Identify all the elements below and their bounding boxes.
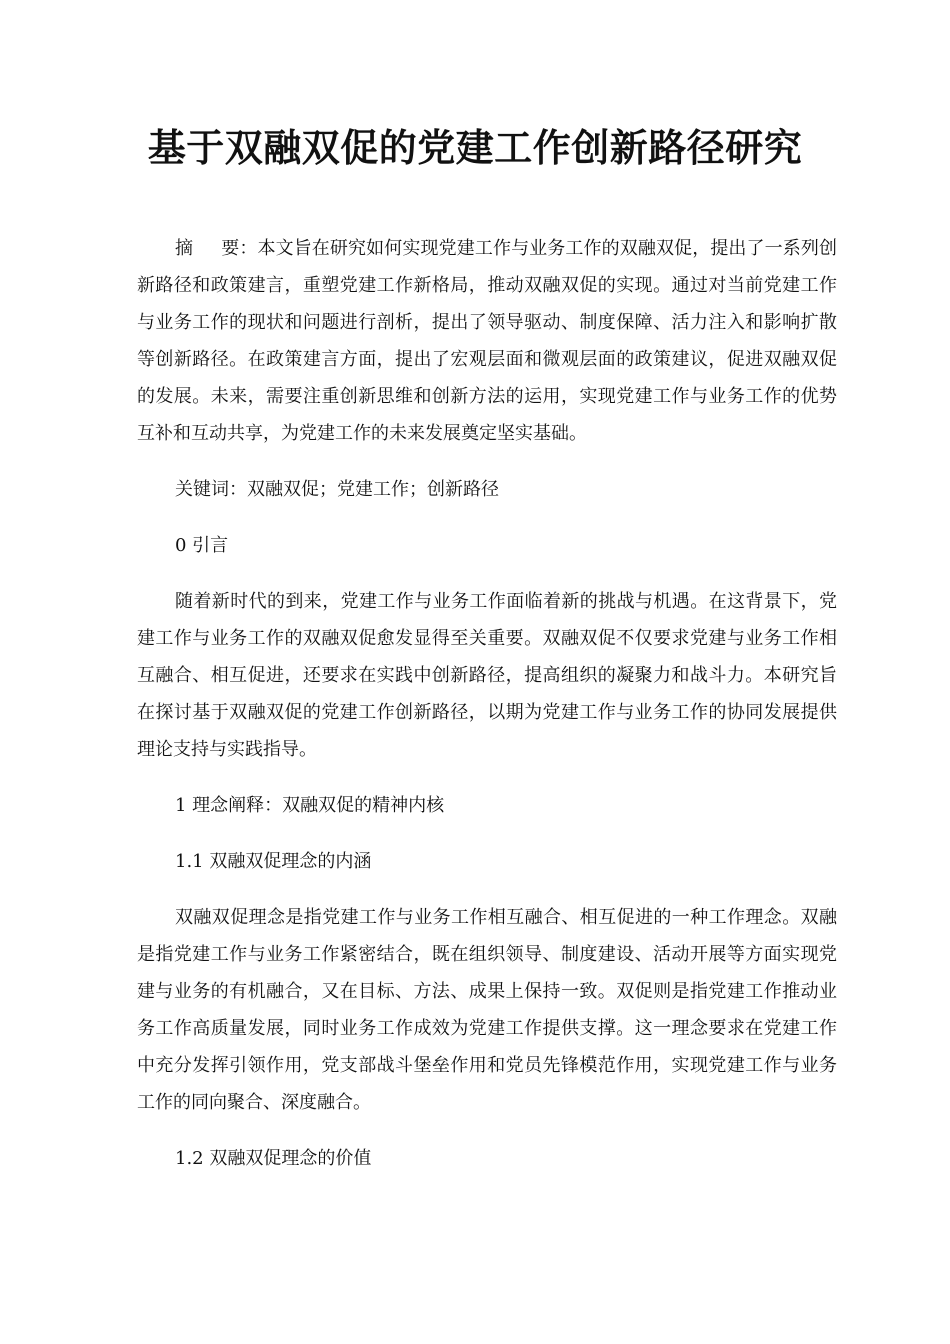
section-1-2-heading: 1.2 双融双促理念的价值 bbox=[175, 1148, 372, 1169]
intro-heading: 0 引言 bbox=[175, 535, 229, 556]
keywords-label: 关键词： bbox=[175, 479, 247, 500]
abstract-label-char-2: 要： bbox=[221, 238, 258, 259]
intro-paragraph: 随着新时代的到来，党建工作与业务工作面临着新的挑战与机遇。在这背景下，党建工作与业务工作的双融双促愈发显得至关重要。双融双促不仅要求党建与业务工作相互融合、相互促进，还要求在实践中创新路径，提高组织的凝聚力和战斗力。本研究旨在探讨基于双融双促的党建工作创新路径，以期为党建工作与业务工作的协同发展提供理论支持与实践指导。 bbox=[137, 591, 837, 760]
abstract-paragraph bbox=[137, 230, 837, 452]
abstract-label-char-1: 摘 bbox=[175, 238, 194, 259]
document-title: 基于双融双促的党建工作创新路径研究 bbox=[147, 126, 803, 170]
section-1-1-paragraph: 双融双促理念是指党建工作与业务工作相互融合、相互促进的一种工作理念。双融是指党建工作与业务工作紧密结合，既在组织领导、制度建设、活动开展等方面实现党建与业务的有机融合，又在目标、方法、成果上保持一致。双促则是指党建工作推动业务工作高质量发展，同时业务工作成效为党建工作提供支撑。这一理念要求在党建工作中充分发挥引领作用，党支部战斗堡垒作用和党员先锋模范作用，实现党建工作与业务工作的同向聚合、深度融合。 bbox=[137, 907, 837, 1113]
section-1-heading: 1 理念阐释：双融双促的精神内核 bbox=[175, 795, 445, 816]
keywords-paragraph bbox=[137, 471, 837, 508]
section-1-1-heading: 1.1 双融双促理念的内涵 bbox=[175, 851, 372, 872]
keywords-text: 双融双促；党建工作；创新路径 bbox=[247, 479, 499, 500]
document-body bbox=[137, 230, 837, 1196]
abstract-text: 本文旨在研究如何实现党建工作与业务工作的双融双促，提出了一系列创新路径和政策建言，重塑党建工作新格局，推动双融双促的实现。通过对当前党建工作与业务工作的现状和问题进行剖析，提出了领导驱动、制度保障、活力注入和影响扩散等创新路径。在政策建言方面，提出了宏观层面和微观层面的政策建议，促进双融双促的发展。未来，需要注重创新思维和创新方法的运用，实现党建工作与业务工作的优势互补和互动共享，为党建工作的未来发展奠定坚实基础。 bbox=[137, 238, 838, 444]
